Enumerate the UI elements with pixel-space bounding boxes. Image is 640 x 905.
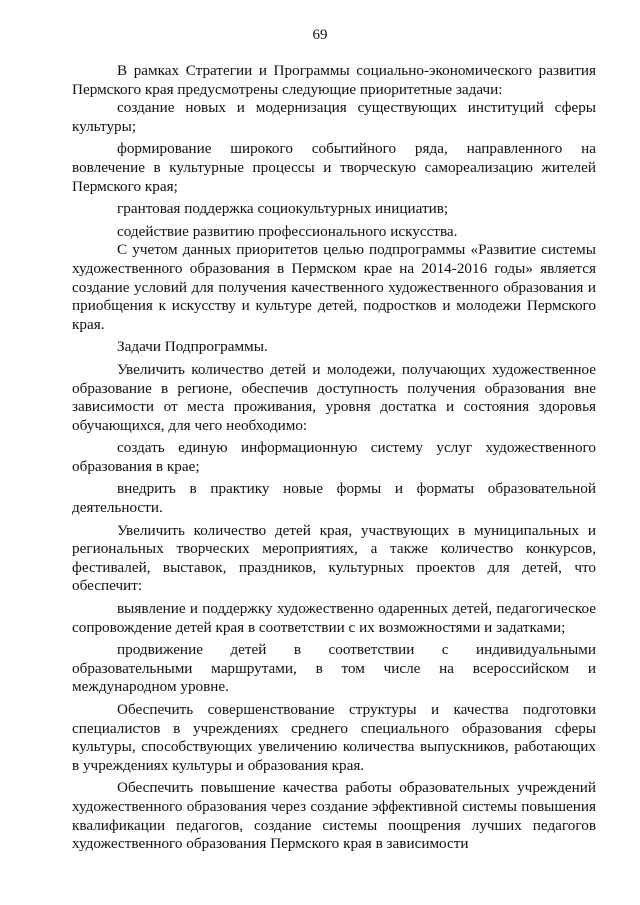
paragraph-info-system: создать единую информационную систему услуг художественного образования в крае; xyxy=(72,439,596,475)
paragraph-task-grants: грантовая поддержка социокультурных инициатив; xyxy=(117,200,449,218)
paragraph-promotion: продвижение детей в соответствии с индивидуальными образовательными маршрутами, в том числе на всероссийском и международном уровне. xyxy=(72,641,596,696)
paragraph-quality-improvement: Обеспечить повышение качества работы образовательных учреждений художественного образования через создание эффективной системы повышения квалификации педагогов, создание системы поощрения лучших педагогов художественного образования Пермского края в зависимости xyxy=(72,779,596,853)
paragraph-gifted-children: выявление и поддержку художественно одаренных детей, педагогическое сопровождение детей края в соответствии с их возможностями и задатками; xyxy=(72,600,596,636)
paragraph-task-institutions: создание новых и модернизация существующих институций сферы культуры; xyxy=(72,99,596,135)
paragraph-increase-education: Увеличить количество детей и молодежи, получающих художественное образование в регионе, обеспечив доступность получения образования вне зависимости от места проживания, уровня достатка и состояния здоровья обучающихся, для чего необходимо: xyxy=(72,360,596,434)
paragraph-task-events: формирование широкого событийного ряда, направленного на вовлечение в культурные процессы и творческую самореализацию жителей Пермского края; xyxy=(72,140,596,195)
paragraph-subprogram-goal: С учетом данных приоритетов целью подпрограммы «Развитие системы художественного образования в Пермском крае на 2014-2016 годы» является создание условий для получения качественного художественного образования и приобщения к искусству и культуре детей, подростков и молодежи Пермского края. xyxy=(72,241,596,333)
paragraph-increase-participation: Увеличить количество детей края, участвующих в муниципальных и региональных творческих мероприятиях, а также количество конкурсов, фестивалей, выставок, праздников, культурных проектов для детей, что обеспечит: xyxy=(72,521,596,595)
paragraph-new-formats: внедрить в практику новые формы и форматы образовательной деятельности. xyxy=(72,480,596,517)
paragraph-task-professional-art: содействие развитию профессионального искусства. xyxy=(117,222,458,240)
paragraph-intro: В рамках Стратегии и Программы социально-экономического развития Пермского края предусмотрены следующие приоритетные задачи: xyxy=(72,62,596,98)
paragraph-subprogram-tasks-heading: Задачи Подпрограммы. xyxy=(117,338,268,356)
paragraph-specialist-training: Обеспечить совершенствование структуры и качества подготовки специалистов в учреждениях среднего специального образования сферы культуры, способствующих увеличению количества выпускников, работающих в учреждениях культуры и образования края. xyxy=(72,701,596,774)
document-body xyxy=(72,62,596,854)
page-number: 69 xyxy=(312,27,328,43)
